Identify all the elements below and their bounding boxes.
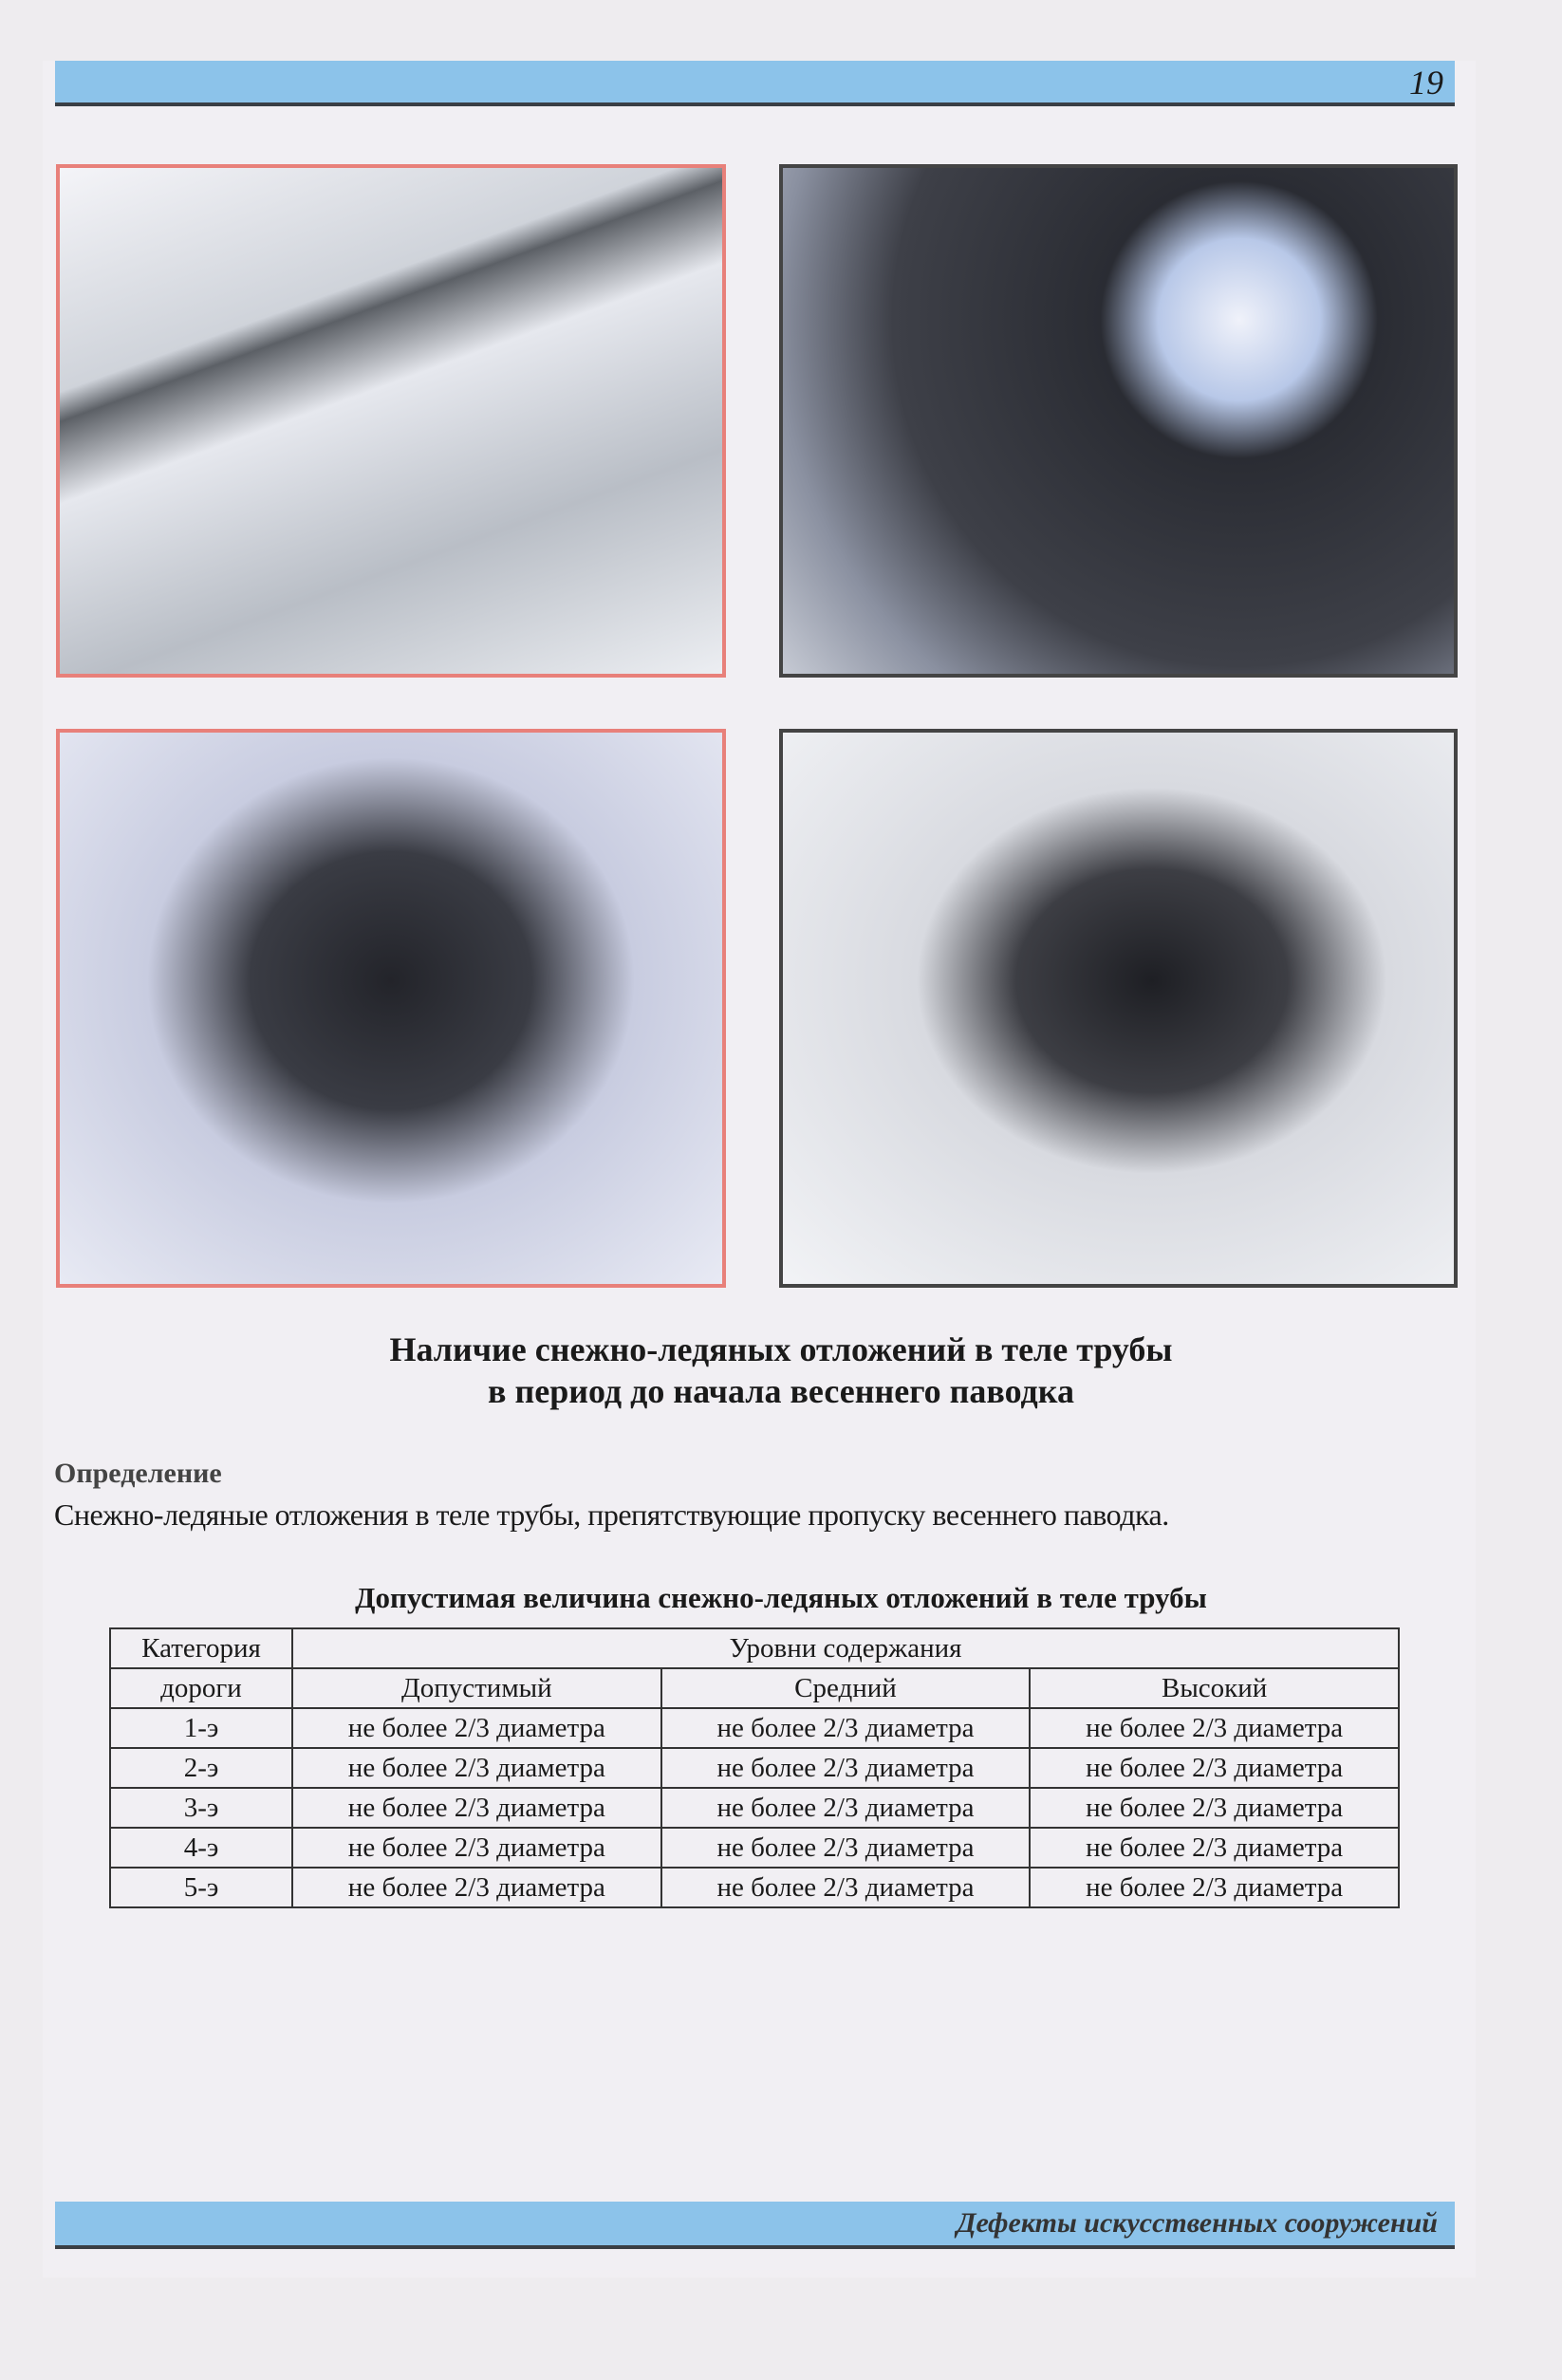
photo-culvert-snow-entrance <box>56 164 726 678</box>
value-cell: не более 2/3 диаметра <box>661 1868 1031 1907</box>
definition-text: Снежно-ледяные отложения в теле трубы, препятствующие пропуску весеннего паводка. <box>54 1497 1169 1532</box>
photo-culvert-arch-snow <box>56 729 726 1288</box>
value-cell: не более 2/3 диаметра <box>292 1748 661 1788</box>
footer-band <box>55 2202 1455 2249</box>
table-row <box>110 1828 1399 1868</box>
value-cell: не более 2/3 диаметра <box>1030 1868 1399 1907</box>
value-cell: не более 2/3 диаметра <box>292 1828 661 1868</box>
category-header-1: Категория <box>110 1628 292 1668</box>
category-header-2: дороги <box>110 1668 292 1708</box>
category-cell: 1-э <box>110 1708 292 1748</box>
page-title <box>0 1329 1562 1412</box>
title-line-1: Наличие снежно-ледяных отложений в теле трубы <box>389 1330 1173 1368</box>
value-cell: не более 2/3 диаметра <box>661 1748 1031 1788</box>
deposits-table <box>109 1627 1400 1908</box>
value-cell: не более 2/3 диаметра <box>292 1868 661 1907</box>
title-line-2: в период до начала весеннего паводка <box>488 1372 1074 1410</box>
category-cell: 3-э <box>110 1788 292 1828</box>
header-band <box>55 61 1455 106</box>
value-cell: не более 2/3 диаметра <box>661 1708 1031 1748</box>
value-cell: не более 2/3 диаметра <box>1030 1708 1399 1748</box>
page-number: 19 <box>1409 64 1443 102</box>
table-row <box>110 1748 1399 1788</box>
value-cell: не более 2/3 диаметра <box>1030 1748 1399 1788</box>
value-cell: не более 2/3 диаметра <box>661 1828 1031 1868</box>
levels-header: Уровни содержания <box>292 1628 1399 1668</box>
category-cell: 2-э <box>110 1748 292 1788</box>
photo-culvert-inside-snow <box>779 164 1458 678</box>
value-cell: не более 2/3 диаметра <box>292 1708 661 1748</box>
definition-label: Определение <box>54 1458 222 1489</box>
section-name: Дефекты искусственных сооружений <box>956 2207 1438 2239</box>
table-title: Допустимая величина снежно-ледяных отложений в теле трубы <box>355 1581 1207 1614</box>
category-cell: 4-э <box>110 1828 292 1868</box>
value-cell: не более 2/3 диаметра <box>661 1788 1031 1828</box>
value-cell: не более 2/3 диаметра <box>1030 1828 1399 1868</box>
table-row <box>110 1868 1399 1907</box>
table-row <box>110 1708 1399 1748</box>
column-header: Средний <box>661 1668 1031 1708</box>
column-header: Высокий <box>1030 1668 1399 1708</box>
value-cell: не более 2/3 диаметра <box>292 1788 661 1828</box>
column-header: Допустимый <box>292 1668 661 1708</box>
category-cell: 5-э <box>110 1868 292 1907</box>
table-row <box>110 1788 1399 1828</box>
value-cell: не более 2/3 диаметра <box>1030 1788 1399 1828</box>
photo-culvert-snow-covered <box>779 729 1458 1288</box>
